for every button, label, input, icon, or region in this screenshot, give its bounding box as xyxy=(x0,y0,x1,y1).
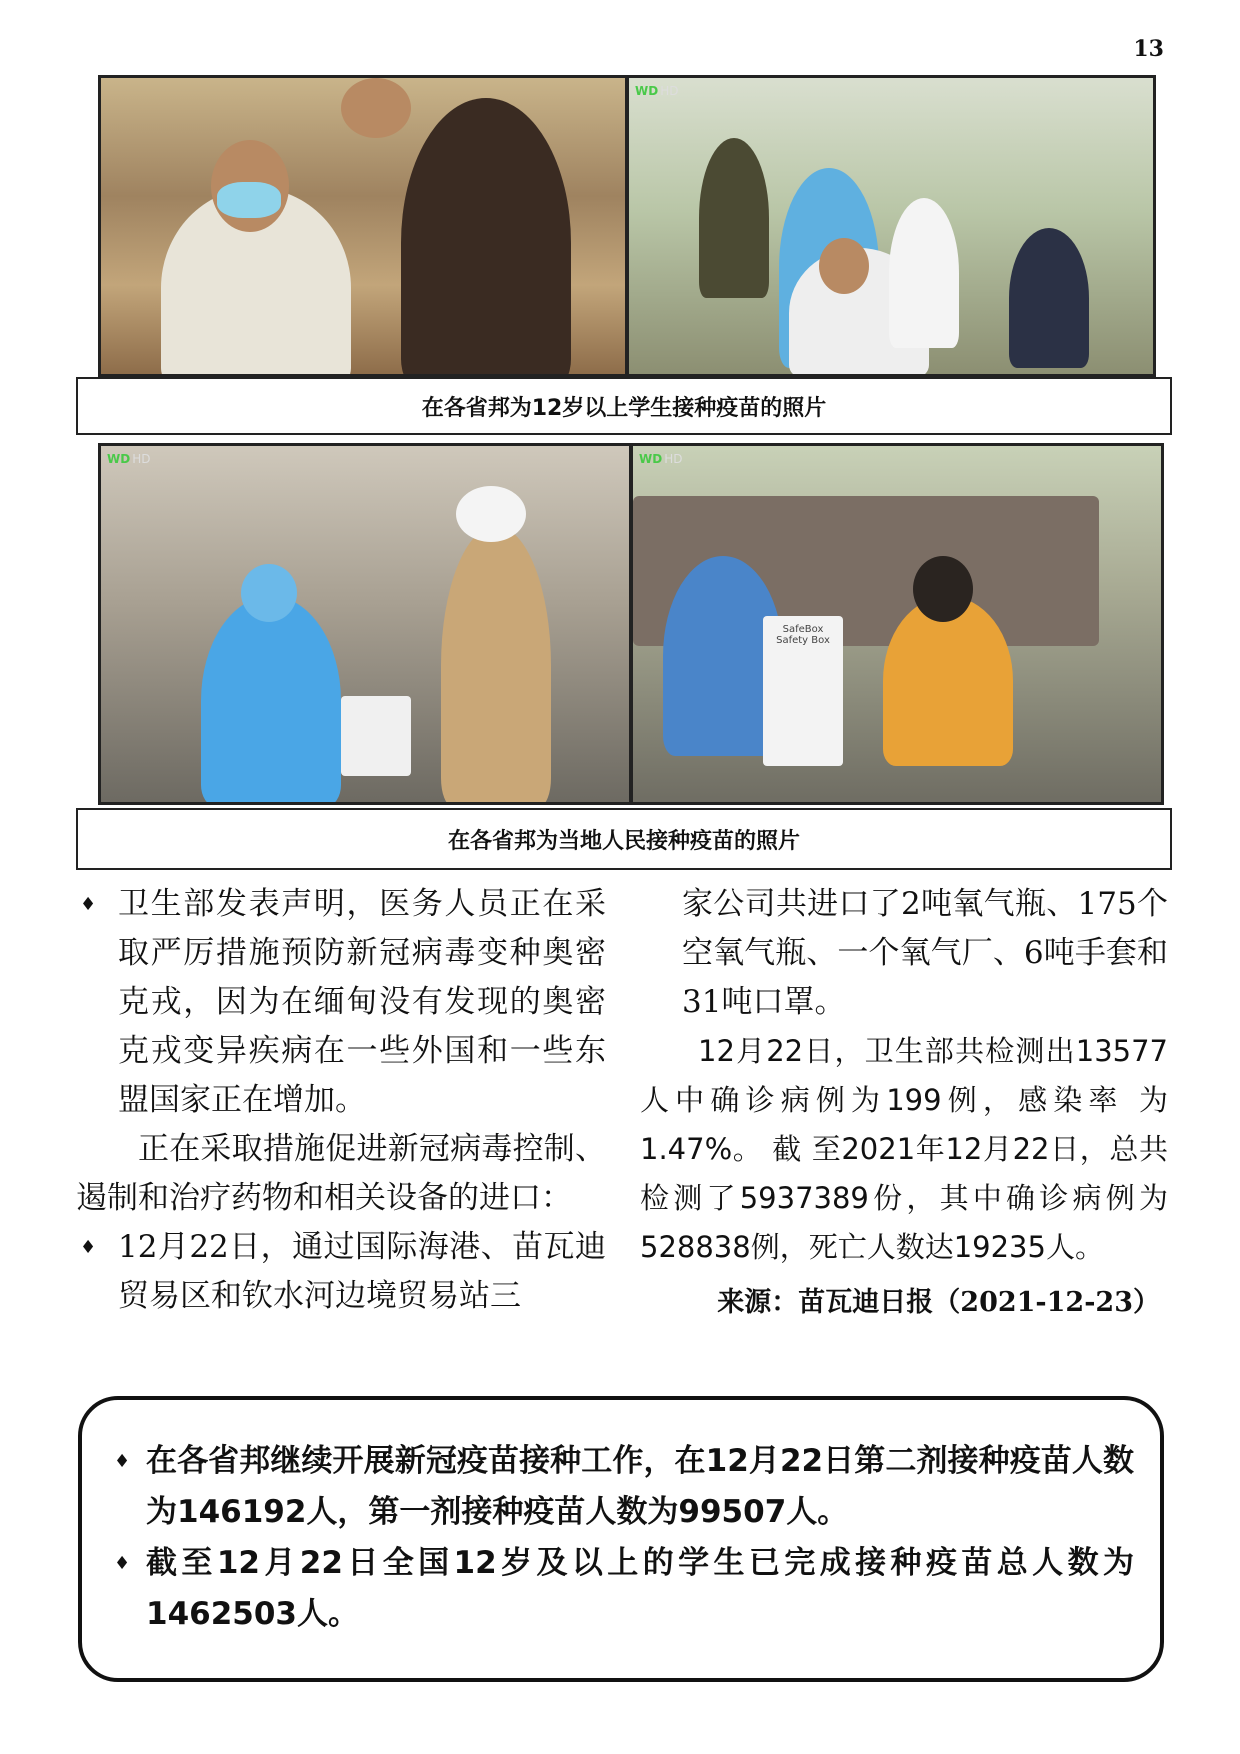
medic-figure xyxy=(201,596,341,802)
student-head xyxy=(819,238,869,294)
list-item xyxy=(112,1436,1134,1538)
summary-text: 在各省邦继续开展新冠疫苗接种工作，在12月22日第二剂接种疫苗人数为146192人，第一剂接种疫苗人数为99507人。 xyxy=(146,1443,1134,1530)
safety-box-label: SafeBox xyxy=(782,624,824,635)
article-body xyxy=(76,880,1168,1390)
medic-head xyxy=(241,564,297,622)
article-column-left xyxy=(76,880,606,1321)
tv-logo: WD HD xyxy=(107,452,151,466)
safety-box xyxy=(763,616,843,766)
paragraph-text: 正在采取措施促进新冠病毒控制、遏制和治疗药物和相关设备的进口： xyxy=(76,1131,606,1216)
paragraph-text: 12月22日，通过国际海港、苗瓦迪贸易区和钦水河边境贸易站三 xyxy=(118,1229,606,1314)
paragraph-text: 12月22日，卫生部共检测出13577人中确诊病例为199例，感染率 为1.47%。 截 至2021年12月22日，总共检测了5937389份，其中确诊病例为528838例，死亡人数达19235人。 xyxy=(640,1034,1168,1264)
list-item xyxy=(76,880,606,1125)
soldier-figure xyxy=(699,138,769,298)
paragraph-text: 家公司共进口了2吨氧气瓶、175个空氧气瓶、一个氧气厂、6吨手套和31吨口罩。 xyxy=(682,886,1168,1020)
paragraph-text: 卫生部发表声明，医务人员正在采取严厉措施预防新冠病毒变种奥密克戎，因为在缅甸没有发现的奥密克戎变异疾病在一些外国和一些东盟国家正在增加。 xyxy=(118,886,606,1118)
source-line: 来源：苗瓦迪日报（2021-12-23） xyxy=(717,1287,1160,1318)
photo-student-vaccination-1 xyxy=(101,78,625,374)
photo-row-students xyxy=(98,75,1156,377)
nurse-head xyxy=(341,78,411,138)
tv-logo: WD HD xyxy=(639,452,683,466)
woman-head xyxy=(913,556,973,622)
diamond-bullet-icon: ♦ xyxy=(80,894,97,915)
nurse-figure xyxy=(401,98,571,374)
waiting-student xyxy=(1009,228,1089,368)
list-item xyxy=(112,1538,1134,1640)
photo-people-vaccination-2 xyxy=(633,446,1161,802)
photo-student-vaccination-2 xyxy=(629,78,1153,374)
official-figure xyxy=(441,526,551,802)
summary-text: 截至12月22日全国12岁及以上的学生已完成接种疫苗总人数为1462503人。 xyxy=(146,1545,1134,1632)
list-item xyxy=(76,1223,606,1321)
photo-caption-students: 在各省邦为12岁以上学生接种疫苗的照片 xyxy=(76,377,1172,435)
diamond-bullet-icon: ♦ xyxy=(114,1451,131,1472)
diamond-bullet-icon: ♦ xyxy=(114,1553,131,1574)
article-column-right xyxy=(640,880,1168,1327)
hardhat-icon xyxy=(456,486,526,542)
page-number: 13 xyxy=(1133,36,1164,62)
photo-row-people xyxy=(98,443,1164,805)
summary-box xyxy=(78,1396,1164,1682)
photo-caption-people: 在各省邦为当地人民接种疫苗的照片 xyxy=(76,808,1172,870)
tv-logo: WD HD xyxy=(635,84,679,98)
safety-box xyxy=(341,696,411,776)
diamond-bullet-icon: ♦ xyxy=(80,1237,97,1258)
student-mask xyxy=(217,182,281,218)
photo-people-vaccination-1 xyxy=(101,446,629,802)
waiting-student xyxy=(889,198,959,348)
safety-box-label: Safety Box xyxy=(776,635,830,646)
